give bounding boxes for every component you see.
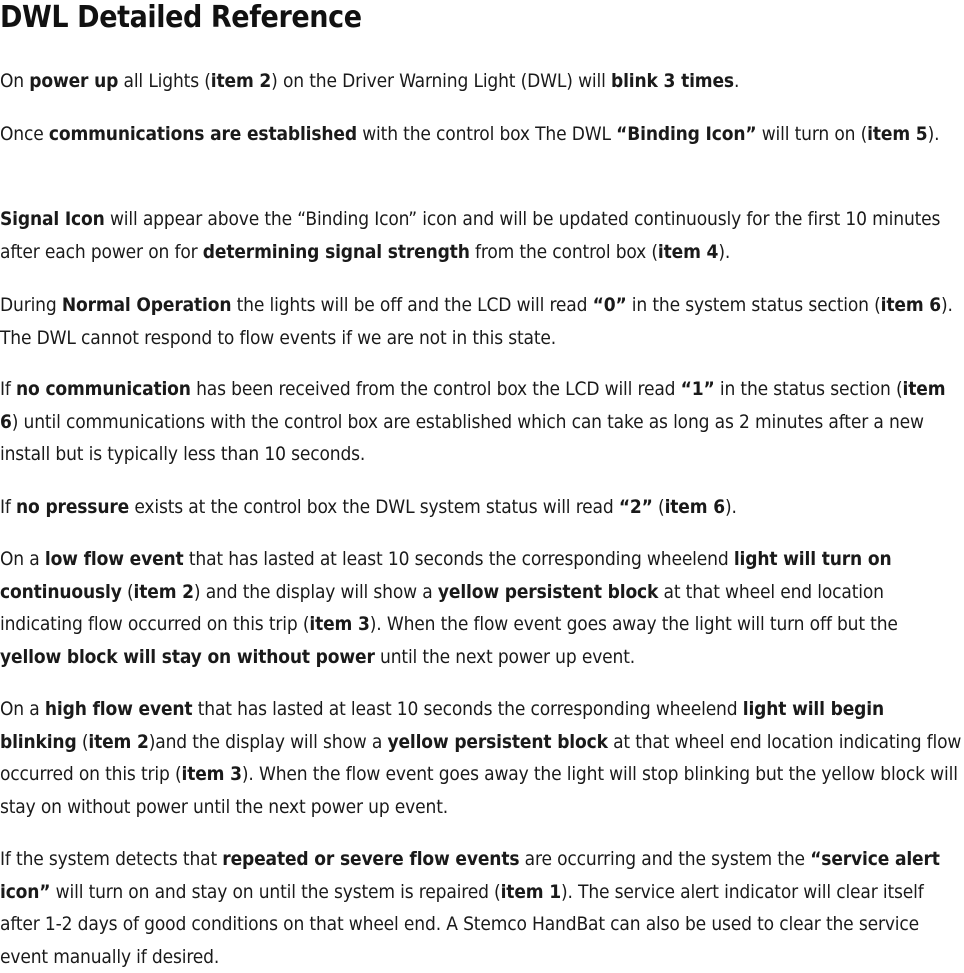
bold-text: “1” [680,378,715,400]
text-run: Once [0,123,49,145]
text-run: ). The DWL cannot respond to flow events if we are not in this state. [0,294,953,349]
text-run: with the control box The DWL [356,123,617,145]
bold-text: item 6 [880,294,942,316]
text-run: On [0,70,30,92]
text-run: ). When the flow event goes away the light will stop blinking but the yellow block will stay on without power until the next power up event. [0,763,958,818]
text-run: ( [652,496,665,518]
bold-text: no pressure [16,496,130,518]
text-run: On a [0,548,45,570]
paragraph-normal-operation [0,289,962,354]
paragraph-no-pressure [0,491,962,524]
bold-text: communications are established [48,123,357,145]
bold-text: high flow event [44,698,193,720]
text-run: )and the display will show a [148,730,388,753]
text-run: at that wheel end location indicating flow occurred on this trip ( [0,580,884,635]
text-run: from the control box ( [469,240,658,263]
bold-text: item 4 [657,240,719,263]
paragraph-signal-icon [0,203,962,268]
text-run: all Lights ( [118,70,211,92]
text-run: ). The service alert indicator will clear itself after 1-2 days of good conditions on that wheel end. A Stemco HandBat can also be used to clear the service event manually if desired. [0,880,924,968]
text-run: ). [724,496,737,518]
text-run: On a [0,698,45,720]
bold-text: yellow persistent block [437,580,659,603]
text-run: If [0,496,17,518]
text-run: are occurring and the system the [519,848,811,870]
text-run: until the next power up event. [374,645,636,668]
text-run: will turn on ( [756,123,868,145]
text-run: exists at the control box the DWL system status will read [129,496,619,518]
paragraph-no-communication [0,373,962,471]
bold-text: determining signal strength [202,240,470,263]
bold-text: item 3 [181,763,242,785]
text-run: the lights will be off and the LCD will read [231,294,593,316]
text-run: During [0,294,62,316]
paragraph-service-alert [0,843,962,973]
text-run: ). [927,123,940,145]
text-run: in the status section ( [714,378,903,400]
text-run: . [733,70,740,92]
text-run: If the system detects that [0,848,223,870]
paragraph-high-flow-event [0,693,962,823]
bold-text: item 6 [0,378,946,433]
text-run: ( [121,580,134,603]
paragraph-power-up [0,65,962,98]
bold-text: no communication [16,378,191,400]
bold-text: power up [29,70,119,92]
text-run: will appear above the “Binding Icon” icon and will be updated continuously for the first 10 minutes after each power on for [0,208,941,263]
bold-text: “2” [618,496,653,518]
bold-text: Normal Operation [61,294,232,316]
bold-text: yellow block will stay on without power [0,645,375,668]
bold-text: item 2 [210,70,272,92]
paragraph-low-flow-event [0,543,962,673]
bold-text: “Binding Icon” [616,123,757,145]
text-run: ( [76,730,89,753]
text-run: at that wheel end location indicating flow occurred on this trip ( [0,730,962,785]
text-run: ). When the flow event goes away the light will turn off but the [369,613,898,635]
paragraph-communications [0,118,962,151]
text-run: If [0,378,17,400]
page-title: DWL Detailed Reference [0,0,362,35]
text-run: ) until communications with the control box are established which can take as long as 2 minutes after a new install but is typically less than 10 seconds. [0,410,924,465]
text-run: ). [718,240,731,263]
text-run: will turn on and stay on until the system is repaired ( [50,880,501,903]
text-run: that has lasted at least 10 seconds the corresponding wheelend [192,698,743,720]
bold-text: item 2 [88,730,149,753]
text-run: ) on the Driver Warning Light (DWL) will [271,70,611,92]
text-run: that has lasted at least 10 seconds the corresponding wheelend [183,548,734,570]
bold-text: item 1 [500,880,561,903]
bold-text: low flow event [44,548,184,570]
bold-text: item 3 [309,613,370,635]
bold-text: yellow persistent block [387,730,608,753]
bold-text: repeated or severe flow events [222,848,520,870]
bold-text: light will begin blinking [0,698,884,753]
bold-text: item 6 [664,496,725,518]
bold-text: item 5 [867,123,928,145]
bold-text: item 2 [133,580,194,603]
text-run: in the system status section ( [626,294,881,316]
bold-text: light will turn on continuously [0,548,892,603]
bold-text: blink 3 times [611,70,734,92]
bold-text: “0” [592,294,627,316]
text-run: has been received from the control box the LCD will read [190,378,681,400]
bold-text: “service alert icon” [0,848,940,903]
bold-text: Signal Icon [0,208,105,230]
text-run: ) and the display will show a [193,580,438,603]
